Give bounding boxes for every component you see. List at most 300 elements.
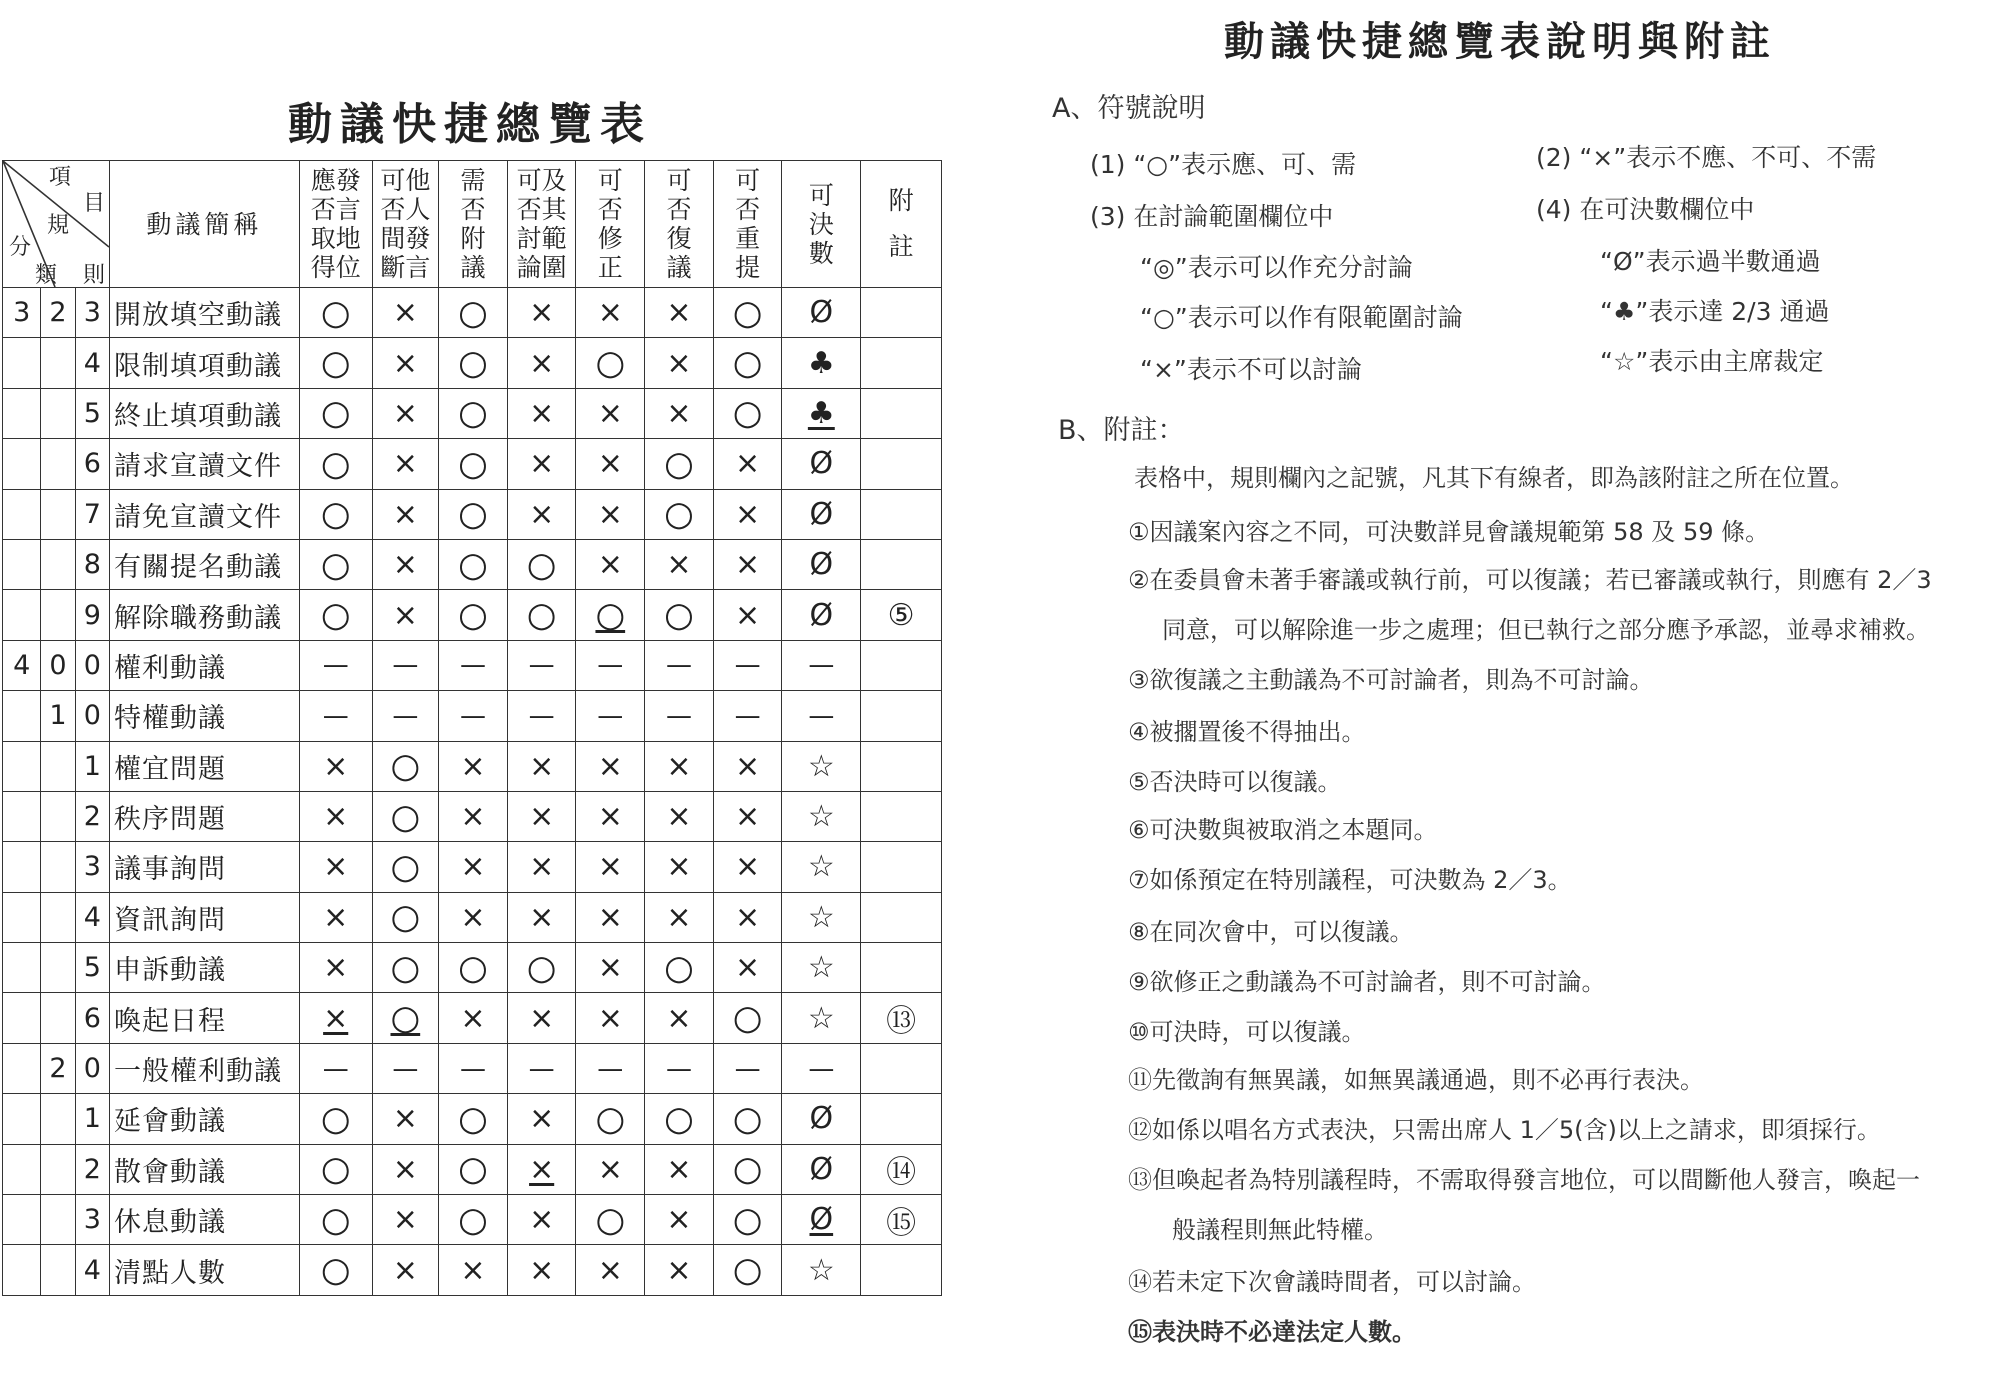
rule-symbol-cell: × xyxy=(713,842,782,892)
rule-symbol-cell: ○ xyxy=(507,590,576,640)
legend-item-3-1: “◎”表示可以作充分討論 xyxy=(1140,253,1413,282)
table-header-row xyxy=(3,161,942,288)
table-row xyxy=(3,791,942,841)
rule-symbol-cell: Ø xyxy=(782,1195,861,1245)
rule-symbol-cell: × xyxy=(299,993,372,1043)
rule-symbol-cell: ○ xyxy=(439,1094,508,1144)
note-item: ②在委員會未著手審議或執行前，可以復議；若已審議或執行，則應有 2／3 xyxy=(1128,566,1932,594)
corner-label-item: 項 xyxy=(49,165,72,190)
rule-symbol-cell: ○ xyxy=(372,842,439,892)
rule-code-digit-2 xyxy=(41,338,75,388)
rule-symbol-cell: — xyxy=(576,691,645,741)
rule-code-digit-2: 2 xyxy=(41,288,75,338)
motion-name-cell: 申訴動議 xyxy=(110,943,300,993)
rule-symbol-cell: ○ xyxy=(299,489,372,539)
rule-symbol-cell: ○ xyxy=(299,288,372,338)
header-amend: 可否修正 xyxy=(576,161,645,288)
rule-code-digit-2: 1 xyxy=(41,691,75,741)
note-ref-cell xyxy=(861,338,942,388)
rule-symbol-cell: ○ xyxy=(439,590,508,640)
rule-code-digit-1: 4 xyxy=(3,640,41,690)
corner-label-fen: 分 xyxy=(9,235,32,260)
rule-symbol-cell: ○ xyxy=(439,388,508,438)
rule-code-digit-3: 0 xyxy=(75,640,109,690)
rule-symbol-cell: × xyxy=(576,892,645,942)
table-row xyxy=(3,388,942,438)
table-row xyxy=(3,1245,942,1295)
table-row xyxy=(3,640,942,690)
rule-code-digit-1 xyxy=(3,1094,41,1144)
rule-code-digit-3: 6 xyxy=(75,439,109,489)
table-row xyxy=(3,1144,942,1194)
rule-symbol-cell: × xyxy=(372,1144,439,1194)
rule-symbol-cell: ○ xyxy=(299,439,372,489)
rule-symbol-cell: × xyxy=(576,388,645,438)
rule-symbol-cell: ○ xyxy=(439,943,508,993)
rule-code-digit-2 xyxy=(41,539,75,589)
motion-name-cell: 特權動議 xyxy=(110,691,300,741)
rule-symbol-cell: — xyxy=(713,1043,782,1093)
rule-symbol-cell: × xyxy=(713,439,782,489)
rule-code-digit-1 xyxy=(3,1245,41,1295)
rule-code-digit-3: 3 xyxy=(75,288,109,338)
corner-label-mu: 目 xyxy=(83,191,106,216)
note-ref-cell: ⑮ xyxy=(861,1195,942,1245)
note-item: ①因議案內容之不同，可決數詳見會議規範第 58 及 59 條。 xyxy=(1128,518,1770,546)
rule-symbol-cell: Ø xyxy=(782,590,861,640)
rule-symbol-cell: × xyxy=(372,288,439,338)
rule-symbol-cell: ○ xyxy=(507,943,576,993)
rule-code-digit-1 xyxy=(3,791,41,841)
rule-symbol-cell: ○ xyxy=(299,1245,372,1295)
section-b-heading: B、附註： xyxy=(1058,415,1185,446)
rule-symbol-cell: Ø xyxy=(782,288,861,338)
rule-symbol-cell: — xyxy=(782,640,861,690)
rule-symbol-cell: × xyxy=(576,288,645,338)
rule-code-digit-3: 2 xyxy=(75,791,109,841)
rule-symbol-cell: × xyxy=(372,1195,439,1245)
rule-symbol-cell: — xyxy=(299,691,372,741)
rule-symbol-cell: × xyxy=(507,1094,576,1144)
rule-code-digit-2 xyxy=(41,489,75,539)
rule-code-digit-3: 7 xyxy=(75,489,109,539)
rule-symbol-cell: ○ xyxy=(299,539,372,589)
note-ref-cell: ⑬ xyxy=(861,993,942,1043)
note-item: 同意，可以解除進一步之處理；但已執行之部分應予承認，並尋求補救。 xyxy=(1162,616,1930,644)
note-item: ⑮表決時不必達法定人數。 xyxy=(1128,1318,1416,1346)
note-item: ⑩可決時，可以復議。 xyxy=(1128,1018,1366,1046)
rule-symbol-cell: × xyxy=(439,842,508,892)
rule-code-digit-3: 3 xyxy=(75,842,109,892)
motion-name-cell: 權宜問題 xyxy=(110,741,300,791)
rule-code-digit-2 xyxy=(41,1195,75,1245)
rule-symbol-cell: × xyxy=(645,388,714,438)
rule-symbol-cell: — xyxy=(439,1043,508,1093)
rule-symbol-cell: × xyxy=(372,489,439,539)
note-item: ⑥可決數與被取消之本題同。 xyxy=(1128,816,1438,844)
note-item: ⑬但喚起者為特別議程時，不需取得發言地位，可以間斷他人發言，喚起一 xyxy=(1128,1166,1920,1194)
rule-symbol-cell: — xyxy=(299,640,372,690)
rule-symbol-cell: × xyxy=(439,741,508,791)
rule-symbol-cell: Ø xyxy=(782,489,861,539)
rule-code-digit-2 xyxy=(41,842,75,892)
rule-symbol-cell: — xyxy=(645,1043,714,1093)
rule-symbol-cell: — xyxy=(507,1043,576,1093)
table-row xyxy=(3,338,942,388)
table-row xyxy=(3,892,942,942)
legend-item-3-2: “○”表示可以作有限範圍討論 xyxy=(1140,303,1463,332)
rule-code-digit-1 xyxy=(3,943,41,993)
rule-symbol-cell: × xyxy=(372,388,439,438)
rule-code-digit-3: 1 xyxy=(75,741,109,791)
rule-symbol-cell: — xyxy=(645,640,714,690)
rule-code-digit-1: 3 xyxy=(3,288,41,338)
legend-item-1: (1) “○”表示應、可、需 xyxy=(1090,150,1357,179)
rule-symbol-cell: × xyxy=(507,993,576,1043)
rule-symbol-cell: ○ xyxy=(299,1195,372,1245)
rule-symbol-cell: — xyxy=(372,640,439,690)
table-row xyxy=(3,993,942,1043)
rule-code-digit-3: 1 xyxy=(75,1094,109,1144)
note-item: 般議程則無此特權。 xyxy=(1172,1216,1388,1244)
rule-symbol-cell: ○ xyxy=(576,1094,645,1144)
rule-code-digit-3: 4 xyxy=(75,892,109,942)
rule-code-digit-2: 0 xyxy=(41,640,75,690)
legend-item-3: (3) 在討論範圍欄位中 xyxy=(1090,202,1334,231)
rule-symbol-cell: × xyxy=(713,943,782,993)
header-reconsider: 可否復議 xyxy=(645,161,714,288)
table-row xyxy=(3,439,942,489)
table-body xyxy=(3,288,942,1296)
note-ref-cell xyxy=(861,640,942,690)
rule-symbol-cell: ☆ xyxy=(782,791,861,841)
rule-symbol-cell: × xyxy=(439,1245,508,1295)
rule-symbol-cell: × xyxy=(713,539,782,589)
note-ref-cell xyxy=(861,842,942,892)
rule-symbol-cell: Ø xyxy=(782,439,861,489)
rule-code-digit-2: 2 xyxy=(41,1043,75,1093)
section-a-heading: A、符號說明 xyxy=(1052,93,1206,124)
rule-symbol-cell: ☆ xyxy=(782,1245,861,1295)
rule-symbol-cell: ○ xyxy=(299,388,372,438)
motion-name-cell: 開放填空動議 xyxy=(110,288,300,338)
rule-symbol-cell: Ø xyxy=(782,1144,861,1194)
rule-symbol-cell: × xyxy=(372,590,439,640)
motion-name-cell: 請免宣讀文件 xyxy=(110,489,300,539)
notes-title: 動議快捷總覽表說明與附註 xyxy=(1224,19,1776,65)
rule-code-digit-3: 4 xyxy=(75,1245,109,1295)
rule-symbol-cell: ○ xyxy=(372,892,439,942)
rule-symbol-cell: × xyxy=(372,539,439,589)
motion-name-cell: 休息動議 xyxy=(110,1195,300,1245)
legend-item-4-3: “☆”表示由主席裁定 xyxy=(1600,347,1824,376)
rule-symbol-cell: × xyxy=(576,489,645,539)
rule-symbol-cell: — xyxy=(299,1043,372,1093)
motion-name-cell: 請求宣讀文件 xyxy=(110,439,300,489)
rule-symbol-cell: ○ xyxy=(372,741,439,791)
rule-symbol-cell: × xyxy=(645,892,714,942)
rule-symbol-cell: × xyxy=(645,1195,714,1245)
header-renew: 可否重提 xyxy=(713,161,782,288)
rule-code-digit-2 xyxy=(41,943,75,993)
rule-symbol-cell: × xyxy=(507,288,576,338)
note-ref-cell: ⑤ xyxy=(861,590,942,640)
rule-symbol-cell: × xyxy=(576,993,645,1043)
rule-code-digit-1 xyxy=(3,892,41,942)
note-item: ④被擱置後不得抽出。 xyxy=(1128,718,1366,746)
note-item: ⑨欲修正之動議為不可討論者，則不可討論。 xyxy=(1128,968,1606,996)
rule-symbol-cell: × xyxy=(645,791,714,841)
rule-symbol-cell: × xyxy=(645,741,714,791)
rule-symbol-cell: × xyxy=(645,338,714,388)
rule-symbol-cell: × xyxy=(507,892,576,942)
rule-symbol-cell: ○ xyxy=(713,993,782,1043)
rule-symbol-cell: — xyxy=(507,691,576,741)
rule-symbol-cell: ○ xyxy=(576,338,645,388)
rule-symbol-cell: ○ xyxy=(299,1094,372,1144)
motion-name-cell: 秩序問題 xyxy=(110,791,300,841)
corner-label-ze: 則 xyxy=(83,263,106,288)
corner-label-gui: 規 xyxy=(47,213,70,238)
motion-name-cell: 有關提名動議 xyxy=(110,539,300,589)
legend-item-2: (2) “×”表示不應、不可、不需 xyxy=(1536,143,1877,172)
rule-symbol-cell: ○ xyxy=(713,1245,782,1295)
rule-code-digit-3: 5 xyxy=(75,943,109,993)
rule-symbol-cell: ○ xyxy=(645,943,714,993)
rule-symbol-cell: ○ xyxy=(372,993,439,1043)
rule-symbol-cell: ○ xyxy=(439,489,508,539)
note-ref-cell xyxy=(861,388,942,438)
table-row xyxy=(3,1195,942,1245)
rule-code-digit-3: 9 xyxy=(75,590,109,640)
header-motion-name: 動議簡稱 xyxy=(110,161,300,288)
rule-symbol-cell: ○ xyxy=(439,1144,508,1194)
note-item: ⑤否決時可以復議。 xyxy=(1128,768,1342,796)
note-ref-cell xyxy=(861,1043,942,1093)
rule-code-digit-1 xyxy=(3,338,41,388)
rule-symbol-cell: × xyxy=(299,892,372,942)
rule-symbol-cell: × xyxy=(645,842,714,892)
rule-symbol-cell: — xyxy=(576,640,645,690)
rule-symbol-cell: ○ xyxy=(439,288,508,338)
rule-symbol-cell: Ø xyxy=(782,1094,861,1144)
rule-symbol-cell: × xyxy=(576,842,645,892)
rule-symbol-cell: × xyxy=(713,741,782,791)
rule-symbol-cell: × xyxy=(576,943,645,993)
rule-symbol-cell: ♣ xyxy=(782,338,861,388)
note-item: ⑫如係以唱名方式表決，只需出席人 1／5(含)以上之請求，即須採行。 xyxy=(1128,1116,1881,1144)
rule-symbol-cell: × xyxy=(507,439,576,489)
note-item: ⑪先徵詢有無異議，如無異議通過，則不必再行表決。 xyxy=(1128,1066,1704,1094)
rule-code-digit-1 xyxy=(3,993,41,1043)
rule-symbol-cell: Ø xyxy=(782,539,861,589)
rule-symbol-cell: × xyxy=(507,338,576,388)
rule-symbol-cell: × xyxy=(576,1245,645,1295)
motion-name-cell: 權利動議 xyxy=(110,640,300,690)
rule-symbol-cell: ○ xyxy=(713,338,782,388)
motion-name-cell: 清點人數 xyxy=(110,1245,300,1295)
note-ref-cell xyxy=(861,1094,942,1144)
rule-code-digit-1 xyxy=(3,1043,41,1093)
rule-symbol-cell: × xyxy=(507,1144,576,1194)
rule-symbol-cell: ○ xyxy=(713,288,782,338)
note-ref-cell xyxy=(861,741,942,791)
table-row xyxy=(3,691,942,741)
rule-code-digit-2 xyxy=(41,439,75,489)
rule-symbol-cell: × xyxy=(576,791,645,841)
rule-code-digit-2 xyxy=(41,791,75,841)
rule-symbol-cell: × xyxy=(645,288,714,338)
motion-name-cell: 一般權利動議 xyxy=(110,1043,300,1093)
header-debate-scope: 可及否其討範論圍 xyxy=(507,161,576,288)
rule-code-digit-2 xyxy=(41,1245,75,1295)
rule-symbol-cell: ○ xyxy=(299,1144,372,1194)
rule-symbol-cell: ○ xyxy=(713,1144,782,1194)
rule-symbol-cell: ☆ xyxy=(782,993,861,1043)
notes-intro: 表格中，規則欄內之記號，凡其下有線者，即為該附註之所在位置。 xyxy=(1134,464,1854,492)
rule-symbol-cell: × xyxy=(507,388,576,438)
rule-code-digit-1 xyxy=(3,439,41,489)
table-row xyxy=(3,489,942,539)
rule-symbol-cell: ☆ xyxy=(782,842,861,892)
rule-code-digit-3: 8 xyxy=(75,539,109,589)
rule-symbol-cell: × xyxy=(645,993,714,1043)
note-ref-cell: ⑭ xyxy=(861,1144,942,1194)
rule-symbol-cell: × xyxy=(507,1245,576,1295)
motion-name-cell: 延會動議 xyxy=(110,1094,300,1144)
rule-symbol-cell: × xyxy=(372,1245,439,1295)
motion-name-cell: 終止填項動議 xyxy=(110,388,300,438)
rule-symbol-cell: × xyxy=(645,539,714,589)
rule-symbol-cell: — xyxy=(713,691,782,741)
rule-symbol-cell: ☆ xyxy=(782,892,861,942)
motion-name-cell: 議事詢問 xyxy=(110,842,300,892)
note-ref-cell xyxy=(861,943,942,993)
rule-symbol-cell: × xyxy=(576,741,645,791)
rule-code-digit-1 xyxy=(3,1144,41,1194)
rule-symbol-cell: — xyxy=(439,691,508,741)
note-ref-cell xyxy=(861,892,942,942)
rule-symbol-cell: ○ xyxy=(576,1195,645,1245)
rule-symbol-cell: × xyxy=(299,741,372,791)
rule-code-digit-2 xyxy=(41,388,75,438)
rule-symbol-cell: × xyxy=(713,590,782,640)
header-second: 需否附議 xyxy=(439,161,508,288)
motion-name-cell: 喚起日程 xyxy=(110,993,300,1043)
rule-symbol-cell: ○ xyxy=(299,338,372,388)
rule-symbol-cell: ♣ xyxy=(782,388,861,438)
header-notes: 附註 xyxy=(861,161,942,288)
rule-code-digit-2 xyxy=(41,1144,75,1194)
rule-symbol-cell: × xyxy=(299,943,372,993)
rule-symbol-cell: — xyxy=(507,640,576,690)
note-ref-cell xyxy=(861,791,942,841)
rule-symbol-cell: ○ xyxy=(439,1195,508,1245)
rule-symbol-cell: ○ xyxy=(645,1094,714,1144)
rule-code-digit-1 xyxy=(3,691,41,741)
rule-symbol-cell: × xyxy=(299,842,372,892)
rule-symbol-cell: ○ xyxy=(645,590,714,640)
rule-symbol-cell: — xyxy=(372,1043,439,1093)
rule-code-digit-3: 0 xyxy=(75,1043,109,1093)
rule-code-digit-2 xyxy=(41,892,75,942)
corner-header-cell xyxy=(3,161,110,288)
rule-symbol-cell: × xyxy=(713,892,782,942)
rule-symbol-cell: × xyxy=(507,1195,576,1245)
rule-code-digit-2 xyxy=(41,993,75,1043)
rule-symbol-cell: — xyxy=(439,640,508,690)
rule-code-digit-1 xyxy=(3,741,41,791)
rule-symbol-cell: × xyxy=(576,439,645,489)
rule-symbol-cell: × xyxy=(372,1094,439,1144)
rule-symbol-cell: ○ xyxy=(372,943,439,993)
rule-code-digit-3: 2 xyxy=(75,1144,109,1194)
legend-item-4: (4) 在可決數欄位中 xyxy=(1536,195,1755,224)
rule-symbol-cell: ○ xyxy=(645,439,714,489)
rule-code-digit-1 xyxy=(3,539,41,589)
rule-symbol-cell: ○ xyxy=(299,590,372,640)
rule-symbol-cell: — xyxy=(576,1043,645,1093)
rule-symbol-cell: ○ xyxy=(439,338,508,388)
rule-code-digit-1 xyxy=(3,842,41,892)
rule-symbol-cell: ☆ xyxy=(782,943,861,993)
table-row xyxy=(3,943,942,993)
rule-code-digit-3: 0 xyxy=(75,691,109,741)
rule-symbol-cell: × xyxy=(507,489,576,539)
note-item: ⑧在同次會中，可以復議。 xyxy=(1128,918,1414,946)
rule-symbol-cell: × xyxy=(439,791,508,841)
rule-symbol-cell: ○ xyxy=(713,1195,782,1245)
rule-symbol-cell: × xyxy=(713,489,782,539)
note-ref-cell xyxy=(861,691,942,741)
rule-symbol-cell: × xyxy=(507,741,576,791)
table-row xyxy=(3,539,942,589)
table-row xyxy=(3,1094,942,1144)
rule-symbol-cell: × xyxy=(576,1144,645,1194)
table-row xyxy=(3,590,942,640)
note-ref-cell xyxy=(861,539,942,589)
rule-code-digit-1 xyxy=(3,590,41,640)
rule-symbol-cell: — xyxy=(713,640,782,690)
rule-code-digit-3: 5 xyxy=(75,388,109,438)
rule-symbol-cell: ○ xyxy=(439,439,508,489)
rule-symbol-cell: × xyxy=(299,791,372,841)
rule-symbol-cell: × xyxy=(645,1144,714,1194)
rule-symbol-cell: ○ xyxy=(713,1094,782,1144)
motion-name-cell: 限制填項動議 xyxy=(110,338,300,388)
rule-symbol-cell: — xyxy=(372,691,439,741)
motion-name-cell: 資訊詢問 xyxy=(110,892,300,942)
note-ref-cell xyxy=(861,439,942,489)
rule-symbol-cell: × xyxy=(439,993,508,1043)
header-interrupt: 可他否人間發斷言 xyxy=(372,161,439,288)
legend-item-4-1: “Ø”表示過半數通過 xyxy=(1600,247,1821,276)
rule-code-digit-2 xyxy=(41,1094,75,1144)
rule-symbol-cell: × xyxy=(713,791,782,841)
motion-summary-table xyxy=(2,160,942,1296)
rule-code-digit-3: 4 xyxy=(75,338,109,388)
rule-symbol-cell: ○ xyxy=(576,590,645,640)
rule-symbol-cell: — xyxy=(782,691,861,741)
rule-symbol-cell: ○ xyxy=(507,539,576,589)
rule-symbol-cell: — xyxy=(782,1043,861,1093)
rule-symbol-cell: × xyxy=(507,842,576,892)
rule-code-digit-2 xyxy=(41,741,75,791)
motion-name-cell: 解除職務動議 xyxy=(110,590,300,640)
rule-symbol-cell: ○ xyxy=(713,388,782,438)
header-vote: 可決數 xyxy=(782,161,861,288)
rule-symbol-cell: × xyxy=(507,791,576,841)
